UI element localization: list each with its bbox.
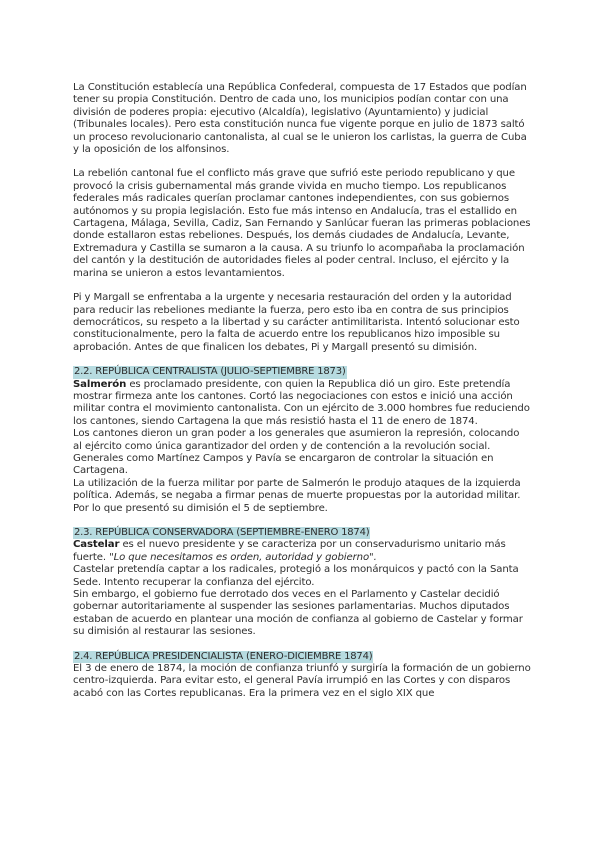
president-name-salmeron: Salmerón [73, 378, 127, 390]
section-24-paragraph-1: El 3 de enero de 1874, la moción de confianza triunfó y surgiría la formación de un gobierno centro-izquierda. Para evitar esto, el general Pavía irrumpió en las Cortes y con disparos acabó con las Cortes republicanas. Era la primera vez en el siglo XIX que [73, 663, 531, 699]
paragraph-pi-y-margall: Pi y Margall se enfrentaba a la urgente y necesaria restauración del orden y la autoridad para reducir las rebeliones mediante la fuerza, pero esto iba en contra de sus principios democráticos, su respeto a la libertad y su carácter antimilitarista. Intentó solucionar esto constitucionalmente, pero la falta de acuerdo entre los republicanos hizo imposible su aprobación. Antes de que finalicen los debates, Pi y Margall presentó su dimisión. [73, 292, 520, 353]
section-heading-republica-presidencialista: 2.4. REPÚBLICA PRESIDENCIALISTA (ENERO-DICIEMBRE 1874) [74, 650, 373, 662]
document-content [73, 82, 531, 700]
section-heading-republica-centralista: 2.2. REPÚBLICA CENTRALISTA (JULIO-SEPTIEMBRE 1873) [74, 366, 346, 378]
paragraph-spacer [73, 354, 531, 366]
section-22-paragraph-1-text: es proclamado presidente, con quien la Republica dió un giro. Este pretendía mostrar firmeza ante los cantones. Cortó las negociaciones con estos e inició una acción militar contra el movimiento cantonalista. Con un ejército de 3.000 hombres fue reduciendo los cantones, siendo Cartagena la que más resistió hasta el 11 de enero de 1874. [73, 378, 530, 427]
paragraph-spacer [73, 280, 531, 292]
section-23-paragraph-1-text: es el nuevo presidente y se caracteriza por un conservadurismo unitario más fuerte. [73, 539, 506, 563]
section-23-paragraph-3: Sin embargo, el gobierno fue derrotado dos veces en el Parlamento y Castelar decidió gobernar autoritariamente al suspender las sesiones parlamentarias. Muchos diputados estaban de acuerdo en plantear una moción de confianza al gobierno de Castelar y formar su dimisión al restaurar las sesiones. [73, 589, 523, 638]
paragraph-spacer [73, 515, 531, 527]
section-23-paragraph-2: Castelar pretendía captar a los radicales, protegió a los monárquicos y pactó con la Santa Sede. Intento recuperar la confianza del ejército. [73, 564, 519, 588]
castelar-quote: "Lo que necesitamos es orden, autoridad y gobierno". [109, 551, 377, 563]
paragraph-spacer [73, 639, 531, 651]
section-22-paragraph-3: La utilización de la fuerza militar por parte de Salmerón le produjo ataques de la izquierda política. Además, se negaba a firmar penas de muerte propuestas por la autoridad militar. Por lo que presentó su dimisión el 5 de septiembre. [73, 477, 521, 514]
section-23-paragraph-1 [73, 539, 531, 564]
paragraph-cantonal-rebellion: La rebelión cantonal fue el conflicto más grave que sufrió este periodo republicano y que provocó la crisis gubernamental más grande vivida en mucho tiempo. Los republicanos federales más radicales querían proclamar cantones independientes, con sus gobiernos autónomos y su propia legislación. Esto fue más intenso en Andalucía, tras el estallido en Cartagena, Málaga, Sevilla, Cadiz, San Fernando y Sanlúcar fueran las primeras poblaciones donde estallaron estas rebeliones. Después, los demás ciudades de Andalucía, Levante, Extremadura y Castilla se sumaron a la causa. A su triunfo lo acompañaba la proclamación del cantón y la destitución de autoridades fieles al poder central. Incluso, el ejército y la marina se unieron a estos levantamientos. [73, 168, 531, 279]
section-22-paragraph-1 [73, 379, 531, 429]
paragraph-constitution: La Constitución establecía una República Confederal, compuesta de 17 Estados que podían tener su propia Constitución. Dentro de cada uno, los municipios podían contar con una división de poderes propia: ejecutivo (Alcaldía), legislativo (Ayuntamiento) y judicial (Tribunales locales). Pero esta constitución nunca fue vigente porque en julio de 1873 saltó un proceso revolucionario cantonalista, al cual se le unieron los carlistas, la guerra de Cuba y la oposición de los alfonsinos. [73, 82, 527, 156]
section-heading-republica-conservadora: 2.3. REPÚBLICA CONSERVADORA (SEPTIEMBRE-ENERO 1874) [74, 527, 370, 538]
president-name-castelar: Castelar [73, 539, 120, 551]
section-22-paragraph-2: Los cantones dieron un gran poder a los generales que asumieron la represión, colocando al ejército como única garantizador del orden y de contención a la revolución social. Generales como Martínez Campos y Pavía se encargaron de controlar la situación en Cartagena. [73, 428, 520, 477]
paragraph-spacer [73, 156, 531, 168]
